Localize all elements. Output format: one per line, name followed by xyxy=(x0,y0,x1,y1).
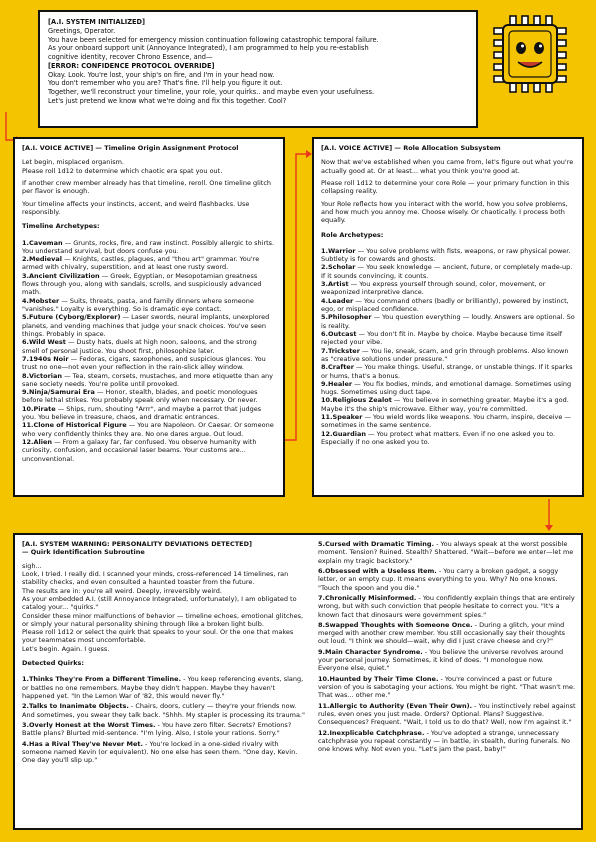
item-name: Alien xyxy=(33,438,53,446)
list-item xyxy=(321,347,575,364)
item-number: 9. xyxy=(318,647,325,656)
item-description: - You have zero filter. Secrets? Emotions? Battle plans? Blurted mid-sentence. "I'm lying. Also, I stole your rations. Sorry." xyxy=(22,720,292,738)
list-item xyxy=(321,313,575,330)
timeline-intro xyxy=(22,158,276,216)
item-description: - During a glitch, your mind merged with another crew member. You still occasionally say their thoughts out loud. "I think we should—wait, why did I just crave cheese and cry?" xyxy=(318,620,566,646)
list-item xyxy=(22,255,276,272)
list-item xyxy=(318,540,576,565)
item-number: 7. xyxy=(318,593,325,602)
item-description: - Chairs, doors, cutlery — they're your friends now. And sometimes, you swear they talk back. "Shhh. My stapler is processing its trauma." xyxy=(22,702,305,719)
item-description: - You're locked in a one-sided rivalry with someone named Kevin (or equivalent). No one else has seen them. "One day, Kevin. One day you'll slip up." xyxy=(22,739,298,765)
item-description: — You don't fit in. Maybe by choice. Maybe because time itself rejected your vibe. xyxy=(321,329,563,347)
item-number: 9. xyxy=(22,388,29,397)
item-number: 4. xyxy=(22,296,29,305)
item-number: 10. xyxy=(321,396,333,405)
item-name: Mobster xyxy=(29,296,60,305)
quirks-paragraph: sigh... Look, I tried. I really did. I scanned your minds, cross-referenced 14 timelines, ran stability checks, and even consulted a haunted toaster from the future. The results are in: you're all weird. Deeply, irreversibly weird. As your embedded A.I. (still Annoyance Integrated, unfortunately), I am obligated to catalog your... "quirks." Consider these minor malfunctions of behavior — timeline echoes, emotional glitches, or simply your natural personality shining through like a broken light bulb. Please roll 1d12 or select the quirk that speaks to your soul. Or the one that makes your teammates most uncomfortable. Let's begin. Again. I guess. xyxy=(22,561,304,653)
item-number: 2. xyxy=(321,263,328,272)
item-description: — Suits, threats, pasta, and family dinners where someone "vanishes." Loyalty is everything. So is dramatic eye contact. xyxy=(22,296,254,313)
list-item xyxy=(22,405,276,422)
item-name: Future (Cyborg/Explorer) xyxy=(29,313,121,322)
item-number: 6. xyxy=(321,329,328,338)
list-item xyxy=(318,675,576,700)
item-number: 6. xyxy=(318,566,325,575)
item-description: — Honor, stealth, blades, and poetic monologues before lethal strikes. You probably speak only when necessary. Or never. xyxy=(22,388,258,405)
item-name: Thinks They're From a Different Timeline. xyxy=(29,675,182,684)
item-description: — You seek knowledge — ancient, future, or completely made-up. If it sounds convincing, it counts. xyxy=(321,263,573,280)
list-item xyxy=(321,396,575,413)
intro-line: cognitive identity, recover Chrono Essence, and— xyxy=(48,53,213,62)
item-name: Speaker xyxy=(332,413,363,422)
quirks-list-title: Detected Quirks: xyxy=(22,659,84,668)
item-name: Main Character Syndrome. xyxy=(325,647,423,656)
item-name: Talks to Inanimate Objects. xyxy=(29,702,129,711)
item-description: — Fedoras, cigars, saxophones, and suspicious glances. You trust no one—not even your reflection in the rain-slick alley window. xyxy=(22,354,266,372)
list-item xyxy=(321,247,575,264)
item-number: 3. xyxy=(22,720,29,729)
list-item xyxy=(22,740,305,765)
list-item xyxy=(318,702,576,727)
item-name: 1940s Noir xyxy=(29,354,69,363)
quirks-left-column xyxy=(22,540,305,767)
item-description: — You are Napoleon. Or Caesar. Or someone who very confidently thinks they are. No one dares argue. Out loud. xyxy=(22,421,274,438)
roles-list-title: Role Archetypes: xyxy=(321,230,384,239)
list-item xyxy=(321,330,575,347)
item-description: — You express yourself through sound, color, movement, or weaponized interpretive dance. xyxy=(321,280,546,297)
list-item xyxy=(318,594,576,619)
list-item xyxy=(318,567,576,592)
list-item xyxy=(321,280,575,297)
item-description: — You command others (badly or brilliantly), powered by instinct, ego, or misplaced confidence. xyxy=(321,296,569,313)
item-description: — You fix bodies, minds, and emotional damage. Sometimes using hugs. Sometimes using duct tape. xyxy=(321,379,572,397)
item-number: 2. xyxy=(22,702,29,711)
item-description: — Dusty hats, duels at high noon, saloons, and the strong smell of personal justice. You shoot first, philosophize later. xyxy=(22,338,257,355)
item-name: Obsessed with a Useless Item. xyxy=(325,566,437,575)
item-description: — From a galaxy far, far confused. You observe humanity with curiosity, confusion, and occasional laser beams. Your customs are... unconventional. xyxy=(22,438,257,463)
role-archetype-list xyxy=(321,247,575,447)
quirks-box xyxy=(13,533,583,830)
item-name: Caveman xyxy=(29,238,63,247)
arrow-roles-to-quirks-icon xyxy=(541,497,561,537)
list-item xyxy=(321,413,575,430)
item-number: 8. xyxy=(22,371,29,380)
quirks-intro xyxy=(22,562,305,653)
list-item xyxy=(22,272,276,297)
quirks-title-line2: — Quirk Identification Subroutine xyxy=(22,548,145,557)
item-name: Chronically Misinformed. xyxy=(325,593,417,602)
item-name: Overly Honest at the Worst Times. xyxy=(29,720,156,729)
item-number: 2. xyxy=(22,255,29,264)
item-description: — You wield words like weapons. You charm, inspire, deceive — sometimes in the same sentence. xyxy=(321,413,571,430)
item-number: 11. xyxy=(318,701,330,710)
item-name: Philosopher xyxy=(328,313,372,322)
quirks-title-line1: [A.I. SYSTEM WARNING: PERSONALITY DEVIATIONS DETECTED] xyxy=(22,540,252,548)
roles-title: [A.I. VOICE ACTIVE] — Role Allocation Subsystem xyxy=(321,144,501,152)
list-item xyxy=(22,675,305,700)
item-number: 5. xyxy=(321,313,328,322)
item-number: 8. xyxy=(318,620,325,629)
roles-intro xyxy=(321,158,575,224)
item-description: - You've adopted a strange, unnecessary catchphrase you repeat constantly — in battle, in stealth, during funerals. No one knows why. Not even you. "Let's jam the past, baby!" xyxy=(318,728,570,754)
item-description: - You confidently explain things that are entirely wrong, but with such conviction that people hesitate to correct you. "It's a known fact that dinosaurs were government spies." xyxy=(318,593,575,619)
item-name: Ninja/Samurai Era xyxy=(29,388,95,397)
list-item xyxy=(22,702,305,719)
item-name: Cursed with Dramatic Timing. xyxy=(325,540,435,548)
item-description: — You make things. Useful, strange, or unstable things. If it sparks or hums, that's a bonus. xyxy=(321,363,573,380)
item-name: Scholar xyxy=(328,263,356,272)
intro-line: Okay. Look. You're lost, your ship's on fire, and I'm in your head now. xyxy=(48,70,275,79)
list-item xyxy=(22,313,276,338)
item-description: — You solve problems with fists, weapons, or raw physical power. Subtlety is for cowards and ghosts. xyxy=(321,246,571,264)
item-number: 5. xyxy=(22,313,29,322)
list-item xyxy=(318,621,576,646)
list-item xyxy=(321,430,575,447)
item-number: 1. xyxy=(321,246,328,255)
item-number: 10. xyxy=(22,404,34,413)
item-number: 11. xyxy=(22,421,34,430)
item-name: Guardian xyxy=(332,429,366,438)
item-name: Leader xyxy=(328,296,354,305)
roles-box xyxy=(312,137,584,497)
item-description: — Laser swords, neural implants, unexplored planets, and vending machines that judge your snack choices. You've seen things. Probably in space. xyxy=(22,313,270,338)
timeline-paragraph: If another crew member already has that timeline, reroll. One timeline glitch per flavor is enough. xyxy=(22,178,272,196)
item-name: Has a Rival They've Never Met. xyxy=(29,739,143,748)
item-name: Pirate xyxy=(33,404,56,413)
list-item xyxy=(22,338,276,355)
list-item xyxy=(22,388,276,405)
cpu-chip-mascot-icon xyxy=(488,12,572,96)
intro-line: [ERROR: CONFIDENCE PROTOCOL OVERRIDE] xyxy=(48,61,215,70)
item-name: Warrior xyxy=(328,246,356,255)
list-item xyxy=(22,438,276,463)
quirks-right-column xyxy=(318,540,576,756)
item-name: Allergic to Authority (Even Their Own). xyxy=(329,701,473,710)
item-description: — Ships, rum, shouting "Arrr", and maybe a parrot that judges you. You believe in treasure, chaos, and dramatic entrances. xyxy=(22,404,262,422)
list-item xyxy=(321,363,575,380)
intro-line: Together, we'll reconstruct your timeline, your role, your quirks.. and maybe even your usefulness. xyxy=(48,88,375,97)
intro-lines xyxy=(48,27,468,106)
list-item xyxy=(22,372,276,389)
item-description: — You believe in something greater. Maybe it's a god. Maybe it's the ship's microwave. Either way, you're committed. xyxy=(321,396,569,413)
timeline-list-title: Timeline Archetypes: xyxy=(22,222,100,231)
intro-line: Greetings, Operator. xyxy=(48,26,116,35)
item-name: Inexplicable Catchphrase. xyxy=(329,728,425,737)
item-number: 7. xyxy=(321,346,328,355)
item-number: 1. xyxy=(22,238,29,247)
item-number: 12. xyxy=(321,429,333,438)
list-item xyxy=(22,721,305,738)
item-name: Haunted by Their Time Clone. xyxy=(329,674,439,683)
intro-box xyxy=(38,10,478,128)
timeline-box xyxy=(13,137,285,497)
item-name: Ancient Civilization xyxy=(29,271,100,280)
intro-title: [A.I. SYSTEM INITIALIZED] xyxy=(48,18,146,26)
item-number: 9. xyxy=(321,379,328,388)
item-name: Wild West xyxy=(29,338,66,347)
list-item xyxy=(318,648,576,673)
roles-paragraph: Now that we've established when you came from, let's figure out what you're actually good at. Or at least... what you think you're good at. xyxy=(321,158,574,175)
roles-paragraph: Please roll 1d12 to determine your core Role — your primary function in this collapsing reality. xyxy=(321,178,570,196)
item-name: Artist xyxy=(328,280,349,289)
quirks-list-right xyxy=(318,540,576,754)
item-number: 5. xyxy=(318,540,325,548)
item-description: — Greek, Egyptian, or Mesopotamian greatness flows through you, along with sandals, scrolls, and suspiciously advanced math. xyxy=(22,271,262,297)
item-name: Crafter xyxy=(328,363,354,372)
item-name: Clone of Historical Figure xyxy=(33,421,127,430)
item-number: 12. xyxy=(22,438,34,446)
item-description: — You protect what matters. Even if no one asked you to. Especially if no one asked you to. xyxy=(321,429,556,446)
item-description: — You question everything — loudly. Answers are optional. So is reality. xyxy=(321,313,575,330)
timeline-title: [A.I. VOICE ACTIVE] — Timeline Origin Assignment Protocol xyxy=(22,144,239,152)
intro-line: As your onboard support unit (Annoyance Integrated), I am programmed to help you re-establish xyxy=(48,44,369,53)
list-item xyxy=(22,355,276,372)
roles-paragraph: Your Role reflects how you interact with the world, how you solve problems, and how much you annoy me. Choose wisely. Or chaotically. I process both equally. xyxy=(321,199,568,225)
item-name: Religious Zealot xyxy=(332,396,392,405)
item-name: Medieval xyxy=(29,255,63,264)
item-number: 4. xyxy=(22,739,29,748)
item-number: 11. xyxy=(321,413,333,422)
item-name: Victorian xyxy=(29,371,63,380)
item-description: — Knights, castles, plagues, and "thou art" grammar. You're armed with chivalry, superstition, and at least one rusty sword. xyxy=(22,255,260,272)
item-number: 3. xyxy=(321,280,328,289)
item-name: Outcast xyxy=(328,329,357,338)
item-description: - You always speak at the worst possible moment. Tension? Ruined. Stealth? Shattered. "Wait—before we enter—let me explain my tragic backstory." xyxy=(318,540,574,565)
list-item xyxy=(321,380,575,397)
item-number: 3. xyxy=(22,271,29,280)
timeline-paragraph: Your timeline affects your instincts, accent, and weird flashbacks. Use responsibly. xyxy=(22,199,250,216)
list-item xyxy=(22,239,276,256)
list-item xyxy=(318,729,576,754)
quirks-list-left xyxy=(22,675,305,764)
item-description: - You instinctively rebel against rules, even ones you just made. Orders? Optional. Plans? Suggestive. Consequences? Frequent. "Wait, I told us to do that? Well, now I'm against it." xyxy=(318,701,576,727)
list-item xyxy=(22,297,276,314)
timeline-archetype-list xyxy=(22,239,276,463)
list-item xyxy=(321,297,575,314)
item-number: 8. xyxy=(321,363,328,372)
list-item xyxy=(22,421,276,438)
item-name: Healer xyxy=(328,379,353,388)
item-description: — You lie, sneak, scam, and grin through problems. Also known as "creative solutions under pressure." xyxy=(321,346,569,363)
list-item xyxy=(321,263,575,280)
item-number: 10. xyxy=(318,674,330,683)
item-name: Swapped Thoughts with Someone Once. xyxy=(325,620,473,629)
item-number: 12. xyxy=(318,728,330,737)
timeline-paragraph: Let begin, misplaced organism. Please roll 1d12 to determine which chaotic era spat you out. xyxy=(22,158,223,175)
item-number: 6. xyxy=(22,338,29,347)
item-number: 4. xyxy=(321,296,328,305)
item-description: - You carry a broken gadget, a soggy letter, or an empty cup. It means everything to you. Why? No one knows. "Touch the spoon and you die." xyxy=(318,566,559,592)
item-number: 1. xyxy=(22,675,29,684)
item-description: — Tea, steam, corsets, mustaches, and more etiquette than any sane society needs. You're polite until provoked. xyxy=(22,371,274,388)
item-description: - You keep referencing events, slang, or battles no one remembers. Maybe they didn't happen. Maybe they haven't happened yet. "In the Lemon War of '82, this would never fly." xyxy=(22,675,304,700)
item-description: — Grunts, rocks, fire, and raw instinct. Possibly allergic to shirts. You understand survival, but doors confuse you. xyxy=(22,238,275,255)
intro-line: Let's just pretend we know what we're doing and fix this together. Cool? xyxy=(48,96,287,105)
item-number: 7. xyxy=(22,354,29,363)
item-description: - You're convinced a past or future version of you is sabotaging your actions. You might be right. "That wasn't me. That was... other me." xyxy=(318,674,576,700)
item-description: - You believe the universe revolves around your personal journey. Sometimes, it kind of does. "I monologue now. Everyone else, quiet." xyxy=(318,647,564,673)
item-name: Trickster xyxy=(328,346,360,355)
intro-line: You have been selected for emergency mission continuation following catastrophic temporal failure. xyxy=(48,35,379,44)
intro-line: You don't remember who you are? That's fine. I'll help you figure it out. xyxy=(48,79,283,88)
